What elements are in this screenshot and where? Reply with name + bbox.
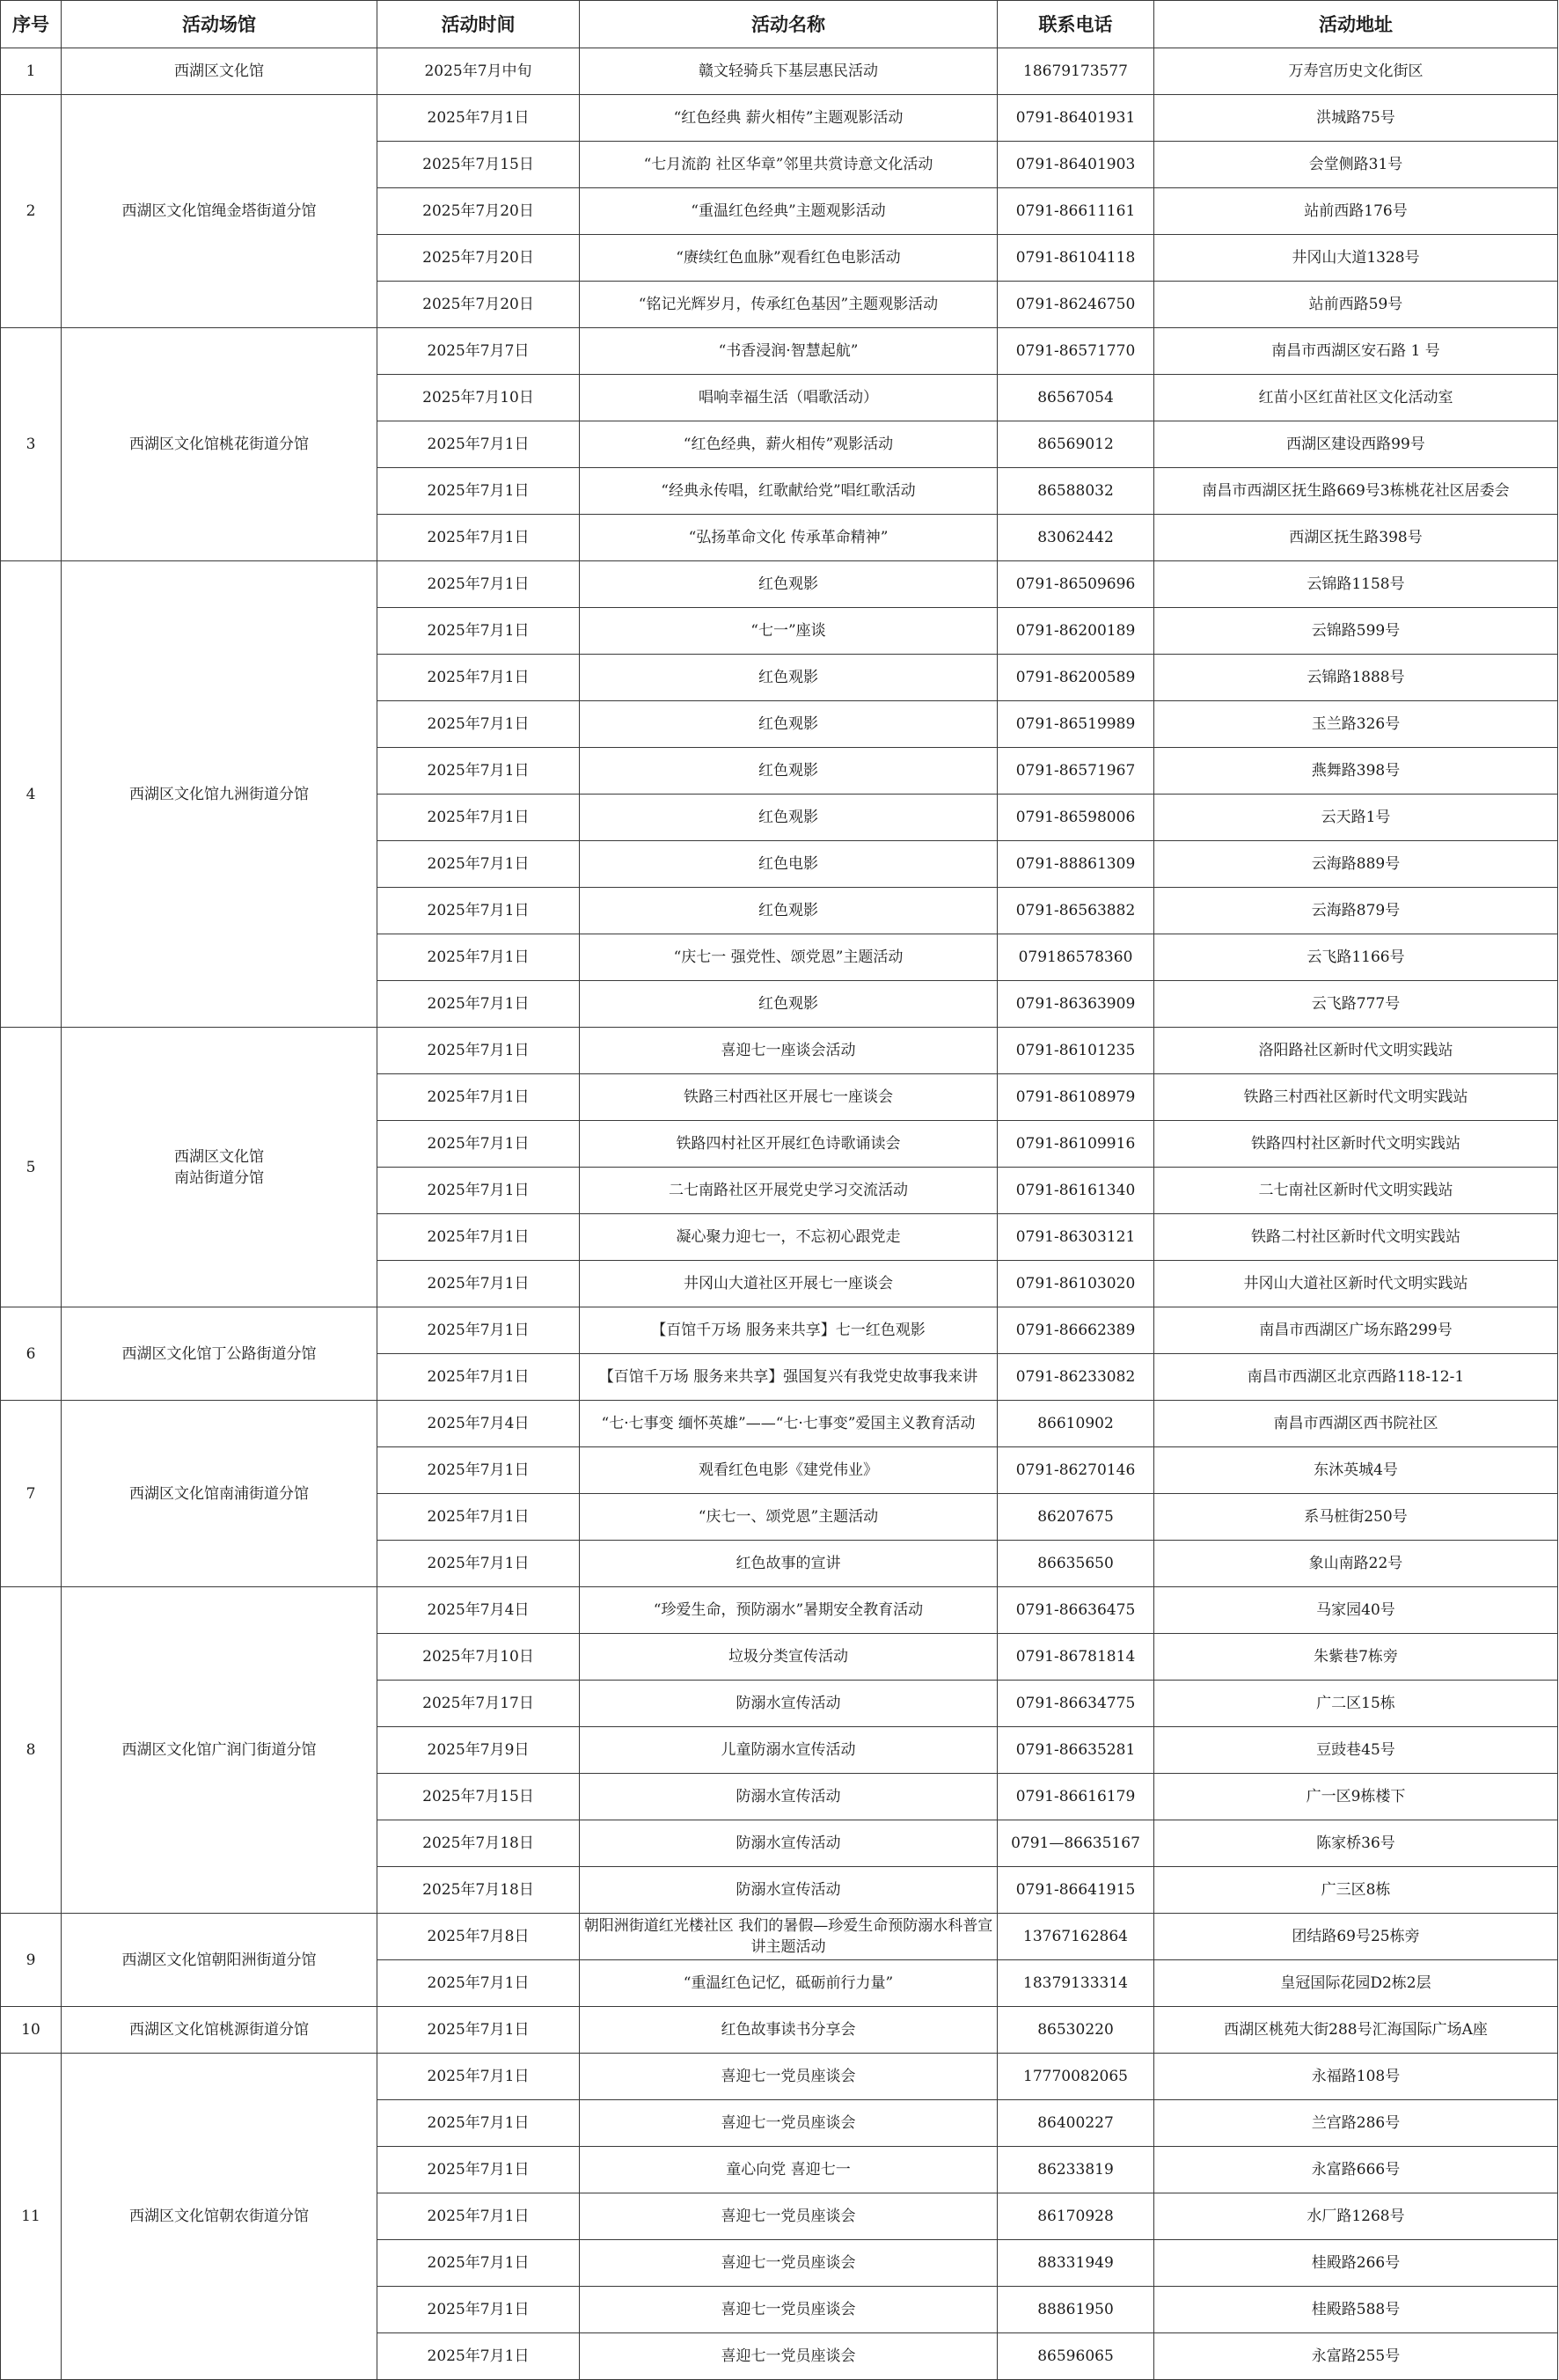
contact-phone-cell: 0791—86635167: [998, 1820, 1154, 1867]
activity-date-cell: 2025年7月8日: [377, 1914, 580, 1960]
activity-date-cell: 2025年7月9日: [377, 1727, 580, 1774]
activity-date-cell: 2025年7月1日: [377, 2333, 580, 2380]
activity-name-cell: 喜迎七一党员座谈会: [580, 2193, 998, 2240]
header-phone: 联系电话: [998, 1, 1154, 48]
activity-name-cell: “经典永传唱，红歌献给党”唱红歌活动: [580, 468, 998, 515]
activity-address-cell: 井冈山大道1328号: [1154, 235, 1558, 282]
activity-date-cell: 2025年7月1日: [377, 655, 580, 701]
activity-name-cell: “七一”座谈: [580, 608, 998, 655]
activity-address-cell: 豆豉巷45号: [1154, 1727, 1558, 1774]
activity-date-cell: 2025年7月1日: [377, 2240, 580, 2287]
table-row: [1, 95, 1558, 142]
activity-date-cell: 2025年7月15日: [377, 1774, 580, 1820]
activity-name-cell: 二七南路社区开展党史学习交流活动: [580, 1168, 998, 1214]
activity-address-cell: 会堂侧路31号: [1154, 142, 1558, 188]
activity-address-cell: 马家园40号: [1154, 1587, 1558, 1634]
header-venue: 活动场馆: [62, 1, 377, 48]
activity-date-cell: 2025年7月1日: [377, 468, 580, 515]
contact-phone-cell: 0791-86662389: [998, 1307, 1154, 1354]
seq-cell: 5: [1, 1028, 62, 1307]
activity-date-cell: 2025年7月1日: [377, 1960, 580, 2007]
activity-address-cell: 兰宫路286号: [1154, 2100, 1558, 2147]
contact-phone-cell: 0791-86509696: [998, 561, 1154, 608]
activity-date-cell: 2025年7月10日: [377, 1634, 580, 1681]
table-row: [1, 1307, 1558, 1354]
table-row: [1, 2007, 1558, 2054]
activity-date-cell: 2025年7月20日: [377, 235, 580, 282]
table-row: [1, 561, 1558, 608]
venue-cell: 西湖区文化馆广润门街道分馆: [62, 1587, 377, 1914]
activity-address-cell: 水厂路1268号: [1154, 2193, 1558, 2240]
activity-name-cell: “庆七一、颂党恩”主题活动: [580, 1494, 998, 1541]
activity-date-cell: 2025年7月1日: [377, 1354, 580, 1401]
activity-name-cell: 喜迎七一党员座谈会: [580, 2054, 998, 2100]
activity-date-cell: 2025年7月1日: [377, 888, 580, 934]
contact-phone-cell: 0791-86303121: [998, 1214, 1154, 1261]
contact-phone-cell: 0791-86161340: [998, 1168, 1154, 1214]
activity-address-cell: 团结路69号25栋旁: [1154, 1914, 1558, 1960]
seq-cell: 4: [1, 561, 62, 1028]
activity-address-cell: 广三区8栋: [1154, 1867, 1558, 1914]
activity-address-cell: 桂殿路588号: [1154, 2287, 1558, 2333]
contact-phone-cell: 0791-86611161: [998, 188, 1154, 235]
header-date: 活动时间: [377, 1, 580, 48]
activity-date-cell: 2025年7月1日: [377, 1214, 580, 1261]
activity-address-cell: 系马桩街250号: [1154, 1494, 1558, 1541]
contact-phone-cell: 0791-86270146: [998, 1447, 1154, 1494]
table-row: [1, 328, 1558, 375]
activity-address-cell: 站前西路59号: [1154, 282, 1558, 328]
activity-date-cell: 2025年7月1日: [377, 515, 580, 561]
header-seq: 序号: [1, 1, 62, 48]
activity-name-cell: “重温红色经典”主题观影活动: [580, 188, 998, 235]
activity-name-cell: 朝阳洲街道红光楼社区 我们的暑假—珍爱生命预防溺水科普宣讲主题活动: [580, 1914, 998, 1960]
contact-phone-cell: 079186578360: [998, 934, 1154, 981]
contact-phone-cell: 86588032: [998, 468, 1154, 515]
activity-name-cell: 红色观影: [580, 701, 998, 748]
contact-phone-cell: 0791-86363909: [998, 981, 1154, 1028]
activity-date-cell: 2025年7月1日: [377, 748, 580, 795]
activity-name-cell: “赓续红色血脉”观看红色电影活动: [580, 235, 998, 282]
activity-name-cell: 铁路四村社区开展红色诗歌诵读会: [580, 1121, 998, 1168]
activity-date-cell: 2025年7月15日: [377, 142, 580, 188]
activity-name-cell: “七·七事变 缅怀英雄”——“七·七事变”爱国主义教育活动: [580, 1401, 998, 1447]
activity-name-cell: 红色观影: [580, 795, 998, 841]
activity-address-cell: 云海路879号: [1154, 888, 1558, 934]
contact-phone-cell: 0791-86108979: [998, 1074, 1154, 1121]
activity-address-cell: 象山南路22号: [1154, 1541, 1558, 1587]
venue-cell: 西湖区文化馆南浦街道分馆: [62, 1401, 377, 1587]
activity-address-cell: 站前西路176号: [1154, 188, 1558, 235]
table-row: [1, 48, 1558, 95]
venue-cell: 西湖区文化馆九洲街道分馆: [62, 561, 377, 1028]
contact-phone-cell: 18379133314: [998, 1960, 1154, 2007]
activity-name-cell: “铭记光辉岁月，传承红色基因”主题观影活动: [580, 282, 998, 328]
activity-name-cell: 铁路三村西社区开展七一座谈会: [580, 1074, 998, 1121]
activity-date-cell: 2025年7月1日: [377, 795, 580, 841]
activity-address-cell: 永富路666号: [1154, 2147, 1558, 2193]
activity-date-cell: 2025年7月4日: [377, 1587, 580, 1634]
contact-phone-cell: 0791-86103020: [998, 1261, 1154, 1307]
contact-phone-cell: 0791-86781814: [998, 1634, 1154, 1681]
contact-phone-cell: 0791-88861309: [998, 841, 1154, 888]
seq-cell: 7: [1, 1401, 62, 1587]
venue-cell: 西湖区文化馆 南站街道分馆: [62, 1028, 377, 1307]
activity-date-cell: 2025年7月1日: [377, 1168, 580, 1214]
contact-phone-cell: 0791-86636475: [998, 1587, 1154, 1634]
contact-phone-cell: 86400227: [998, 2100, 1154, 2147]
activity-address-cell: 广二区15栋: [1154, 1681, 1558, 1727]
activity-address-cell: 二七南社区新时代文明实践站: [1154, 1168, 1558, 1214]
activity-name-cell: 儿童防溺水宣传活动: [580, 1727, 998, 1774]
contact-phone-cell: 86207675: [998, 1494, 1154, 1541]
venue-cell: 西湖区文化馆朝阳洲街道分馆: [62, 1914, 377, 2007]
venue-cell: 西湖区文化馆绳金塔街道分馆: [62, 95, 377, 328]
contact-phone-cell: 86233819: [998, 2147, 1154, 2193]
contact-phone-cell: 0791-86200589: [998, 655, 1154, 701]
venue-cell: 西湖区文化馆桃花街道分馆: [62, 328, 377, 561]
activity-address-cell: 南昌市西湖区广场东路299号: [1154, 1307, 1558, 1354]
activity-address-cell: 西湖区建设西路99号: [1154, 421, 1558, 468]
activity-address-cell: 洛阳路社区新时代文明实践站: [1154, 1028, 1558, 1074]
activity-address-cell: 永福路108号: [1154, 2054, 1558, 2100]
activity-address-cell: 桂殿路266号: [1154, 2240, 1558, 2287]
activity-name-cell: “书香浸润·智慧起航”: [580, 328, 998, 375]
table-row: [1, 1028, 1558, 1074]
activity-address-cell: 南昌市西湖区西书院社区: [1154, 1401, 1558, 1447]
activity-date-cell: 2025年7月1日: [377, 981, 580, 1028]
activity-date-cell: 2025年7月1日: [377, 2007, 580, 2054]
table-row: [1, 1914, 1558, 1960]
activity-name-cell: 红色故事的宣讲: [580, 1541, 998, 1587]
contact-phone-cell: 0791-86571967: [998, 748, 1154, 795]
contact-phone-cell: 0791-86401903: [998, 142, 1154, 188]
contact-phone-cell: 0791-86109916: [998, 1121, 1154, 1168]
activity-date-cell: 2025年7月1日: [377, 1494, 580, 1541]
activity-address-cell: 西湖区抚生路398号: [1154, 515, 1558, 561]
activity-name-cell: 红色观影: [580, 748, 998, 795]
activity-address-cell: 云飞路1166号: [1154, 934, 1558, 981]
activity-name-cell: 唱响幸福生活（唱歌活动）: [580, 375, 998, 421]
activity-name-cell: 防溺水宣传活动: [580, 1774, 998, 1820]
activity-name-cell: “弘扬革命文化 传承革命精神”: [580, 515, 998, 561]
header-activity-name: 活动名称: [580, 1, 998, 48]
activity-address-cell: 铁路二村社区新时代文明实践站: [1154, 1214, 1558, 1261]
activity-name-cell: 喜迎七一党员座谈会: [580, 2287, 998, 2333]
contact-phone-cell: 88861950: [998, 2287, 1154, 2333]
contact-phone-cell: 0791-86519989: [998, 701, 1154, 748]
activity-address-cell: 井冈山大道社区新时代文明实践站: [1154, 1261, 1558, 1307]
activity-date-cell: 2025年7月20日: [377, 188, 580, 235]
contact-phone-cell: 0791-86104118: [998, 235, 1154, 282]
activity-name-cell: 井冈山大道社区开展七一座谈会: [580, 1261, 998, 1307]
activity-name-cell: 防溺水宣传活动: [580, 1867, 998, 1914]
activity-address-cell: 红苗小区红苗社区文化活动室: [1154, 375, 1558, 421]
activity-date-cell: 2025年7月1日: [377, 2100, 580, 2147]
contact-phone-cell: 0791-86101235: [998, 1028, 1154, 1074]
activity-date-cell: 2025年7月20日: [377, 282, 580, 328]
contact-phone-cell: 88331949: [998, 2240, 1154, 2287]
contact-phone-cell: 17770082065: [998, 2054, 1154, 2100]
activity-date-cell: 2025年7月1日: [377, 1261, 580, 1307]
seq-cell: 10: [1, 2007, 62, 2054]
seq-cell: 2: [1, 95, 62, 328]
activity-date-cell: 2025年7月中旬: [377, 48, 580, 95]
activity-address-cell: 云锦路1158号: [1154, 561, 1558, 608]
activity-address-cell: 西湖区桃苑大街288号汇海国际广场A座: [1154, 2007, 1558, 2054]
activity-date-cell: 2025年7月1日: [377, 421, 580, 468]
contact-phone-cell: 0791-86233082: [998, 1354, 1154, 1401]
contact-phone-cell: 0791-86616179: [998, 1774, 1154, 1820]
seq-cell: 9: [1, 1914, 62, 2007]
contact-phone-cell: 86635650: [998, 1541, 1154, 1587]
contact-phone-cell: 0791-86571770: [998, 328, 1154, 375]
activity-name-cell: 【百馆千万场 服务来共享】强国复兴有我党史故事我来讲: [580, 1354, 998, 1401]
activity-name-cell: 红色观影: [580, 561, 998, 608]
activity-date-cell: 2025年7月1日: [377, 1447, 580, 1494]
activity-name-cell: 喜迎七一座谈会活动: [580, 1028, 998, 1074]
contact-phone-cell: 0791-86598006: [998, 795, 1154, 841]
contact-phone-cell: 0791-86635281: [998, 1727, 1154, 1774]
header-address: 活动地址: [1154, 1, 1558, 48]
activity-name-cell: “七月流韵 社区华章”邻里共赏诗意文化活动: [580, 142, 998, 188]
activity-name-cell: 喜迎七一党员座谈会: [580, 2240, 998, 2287]
activity-date-cell: 2025年7月17日: [377, 1681, 580, 1727]
activity-name-cell: “红色经典，薪火相传”观影活动: [580, 421, 998, 468]
contact-phone-cell: 86567054: [998, 375, 1154, 421]
header-row: [1, 1, 1558, 48]
activity-name-cell: “珍爱生命，预防溺水”暑期安全教育活动: [580, 1587, 998, 1634]
activity-name-cell: “红色经典 薪火相传”主题观影活动: [580, 95, 998, 142]
contact-phone-cell: 86596065: [998, 2333, 1154, 2380]
activity-address-cell: 万寿宫历史文化街区: [1154, 48, 1558, 95]
activity-date-cell: 2025年7月18日: [377, 1867, 580, 1914]
activity-address-cell: 云锦路1888号: [1154, 655, 1558, 701]
activity-name-cell: 垃圾分类宣传活动: [580, 1634, 998, 1681]
activity-address-cell: 皇冠国际花园D2栋2层: [1154, 1960, 1558, 2007]
seq-cell: 8: [1, 1587, 62, 1914]
activity-date-cell: 2025年7月1日: [377, 1028, 580, 1074]
activity-address-cell: 洪城路75号: [1154, 95, 1558, 142]
activity-address-cell: 广一区9栋楼下: [1154, 1774, 1558, 1820]
activity-date-cell: 2025年7月1日: [377, 1121, 580, 1168]
table-header: [1, 1, 1558, 48]
activity-date-cell: 2025年7月1日: [377, 2287, 580, 2333]
activity-address-cell: 南昌市西湖区抚生路669号3栋桃花社区居委会: [1154, 468, 1558, 515]
seq-cell: 3: [1, 328, 62, 561]
activity-name-cell: 防溺水宣传活动: [580, 1681, 998, 1727]
seq-cell: 1: [1, 48, 62, 95]
activity-date-cell: 2025年7月18日: [377, 1820, 580, 1867]
activity-address-cell: 东沐英城4号: [1154, 1447, 1558, 1494]
contact-phone-cell: 0791-86200189: [998, 608, 1154, 655]
activity-date-cell: 2025年7月1日: [377, 561, 580, 608]
contact-phone-cell: 83062442: [998, 515, 1154, 561]
activity-date-cell: 2025年7月1日: [377, 2193, 580, 2240]
activity-name-cell: 赣文轻骑兵下基层惠民活动: [580, 48, 998, 95]
activity-date-cell: 2025年7月10日: [377, 375, 580, 421]
contact-phone-cell: 0791-86246750: [998, 282, 1154, 328]
activity-date-cell: 2025年7月4日: [377, 1401, 580, 1447]
contact-phone-cell: 0791-86563882: [998, 888, 1154, 934]
activity-address-cell: 陈家桥36号: [1154, 1820, 1558, 1867]
activity-date-cell: 2025年7月1日: [377, 1541, 580, 1587]
activity-address-cell: 云海路889号: [1154, 841, 1558, 888]
activity-address-cell: 燕舞路398号: [1154, 748, 1558, 795]
activity-name-cell: 凝心聚力迎七一，不忘初心跟党走: [580, 1214, 998, 1261]
activity-address-cell: 南昌市西湖区安石路 1 号: [1154, 328, 1558, 375]
contact-phone-cell: 13767162864: [998, 1914, 1154, 1960]
table-row: [1, 2054, 1558, 2100]
activity-address-cell: 铁路四村社区新时代文明实践站: [1154, 1121, 1558, 1168]
contact-phone-cell: 86569012: [998, 421, 1154, 468]
contact-phone-cell: 0791-86634775: [998, 1681, 1154, 1727]
activity-date-cell: 2025年7月1日: [377, 1307, 580, 1354]
activity-date-cell: 2025年7月1日: [377, 934, 580, 981]
venue-cell: 西湖区文化馆: [62, 48, 377, 95]
contact-phone-cell: 0791-86641915: [998, 1867, 1154, 1914]
activity-date-cell: 2025年7月1日: [377, 2054, 580, 2100]
activity-address-cell: 永富路255号: [1154, 2333, 1558, 2380]
contact-phone-cell: 18679173577: [998, 48, 1154, 95]
activity-date-cell: 2025年7月7日: [377, 328, 580, 375]
seq-cell: 11: [1, 2054, 62, 2380]
venue-cell: 西湖区文化馆桃源街道分馆: [62, 2007, 377, 2054]
activity-address-cell: 朱紫巷7栋旁: [1154, 1634, 1558, 1681]
activity-name-cell: 红色电影: [580, 841, 998, 888]
activity-address-cell: 云锦路599号: [1154, 608, 1558, 655]
activity-date-cell: 2025年7月1日: [377, 701, 580, 748]
activity-address-cell: 云天路1号: [1154, 795, 1558, 841]
activity-address-cell: 南昌市西湖区北京西路118-12-1: [1154, 1354, 1558, 1401]
activity-date-cell: 2025年7月1日: [377, 841, 580, 888]
activity-name-cell: 喜迎七一党员座谈会: [580, 2333, 998, 2380]
activity-name-cell: 红色故事读书分享会: [580, 2007, 998, 2054]
activity-address-cell: 云飞路777号: [1154, 981, 1558, 1028]
activity-name-cell: “重温红色记忆，砥砺前行力量”: [580, 1960, 998, 2007]
venue-cell: 西湖区文化馆丁公路街道分馆: [62, 1307, 377, 1401]
table-row: [1, 1587, 1558, 1634]
activity-name-cell: 喜迎七一党员座谈会: [580, 2100, 998, 2147]
activity-name-cell: 童心向党 喜迎七一: [580, 2147, 998, 2193]
contact-phone-cell: 86530220: [998, 2007, 1154, 2054]
seq-cell: 6: [1, 1307, 62, 1401]
contact-phone-cell: 0791-86401931: [998, 95, 1154, 142]
table-body: [1, 48, 1558, 2380]
activity-name-cell: 观看红色电影《建党伟业》: [580, 1447, 998, 1494]
contact-phone-cell: 86170928: [998, 2193, 1154, 2240]
activity-date-cell: 2025年7月1日: [377, 608, 580, 655]
activity-date-cell: 2025年7月1日: [377, 95, 580, 142]
table-row: [1, 1401, 1558, 1447]
activity-name-cell: 防溺水宣传活动: [580, 1820, 998, 1867]
activity-address-cell: 玉兰路326号: [1154, 701, 1558, 748]
activity-date-cell: 2025年7月1日: [377, 1074, 580, 1121]
activity-name-cell: 【百馆千万场 服务来共享】七一红色观影: [580, 1307, 998, 1354]
venue-cell: 西湖区文化馆朝农街道分馆: [62, 2054, 377, 2380]
activity-name-cell: “庆七一 强党性、颂党恩”主题活动: [580, 934, 998, 981]
contact-phone-cell: 86610902: [998, 1401, 1154, 1447]
activity-name-cell: 红色观影: [580, 981, 998, 1028]
activity-name-cell: 红色观影: [580, 888, 998, 934]
activity-address-cell: 铁路三村西社区新时代文明实践站: [1154, 1074, 1558, 1121]
activity-name-cell: 红色观影: [580, 655, 998, 701]
activity-date-cell: 2025年7月1日: [377, 2147, 580, 2193]
